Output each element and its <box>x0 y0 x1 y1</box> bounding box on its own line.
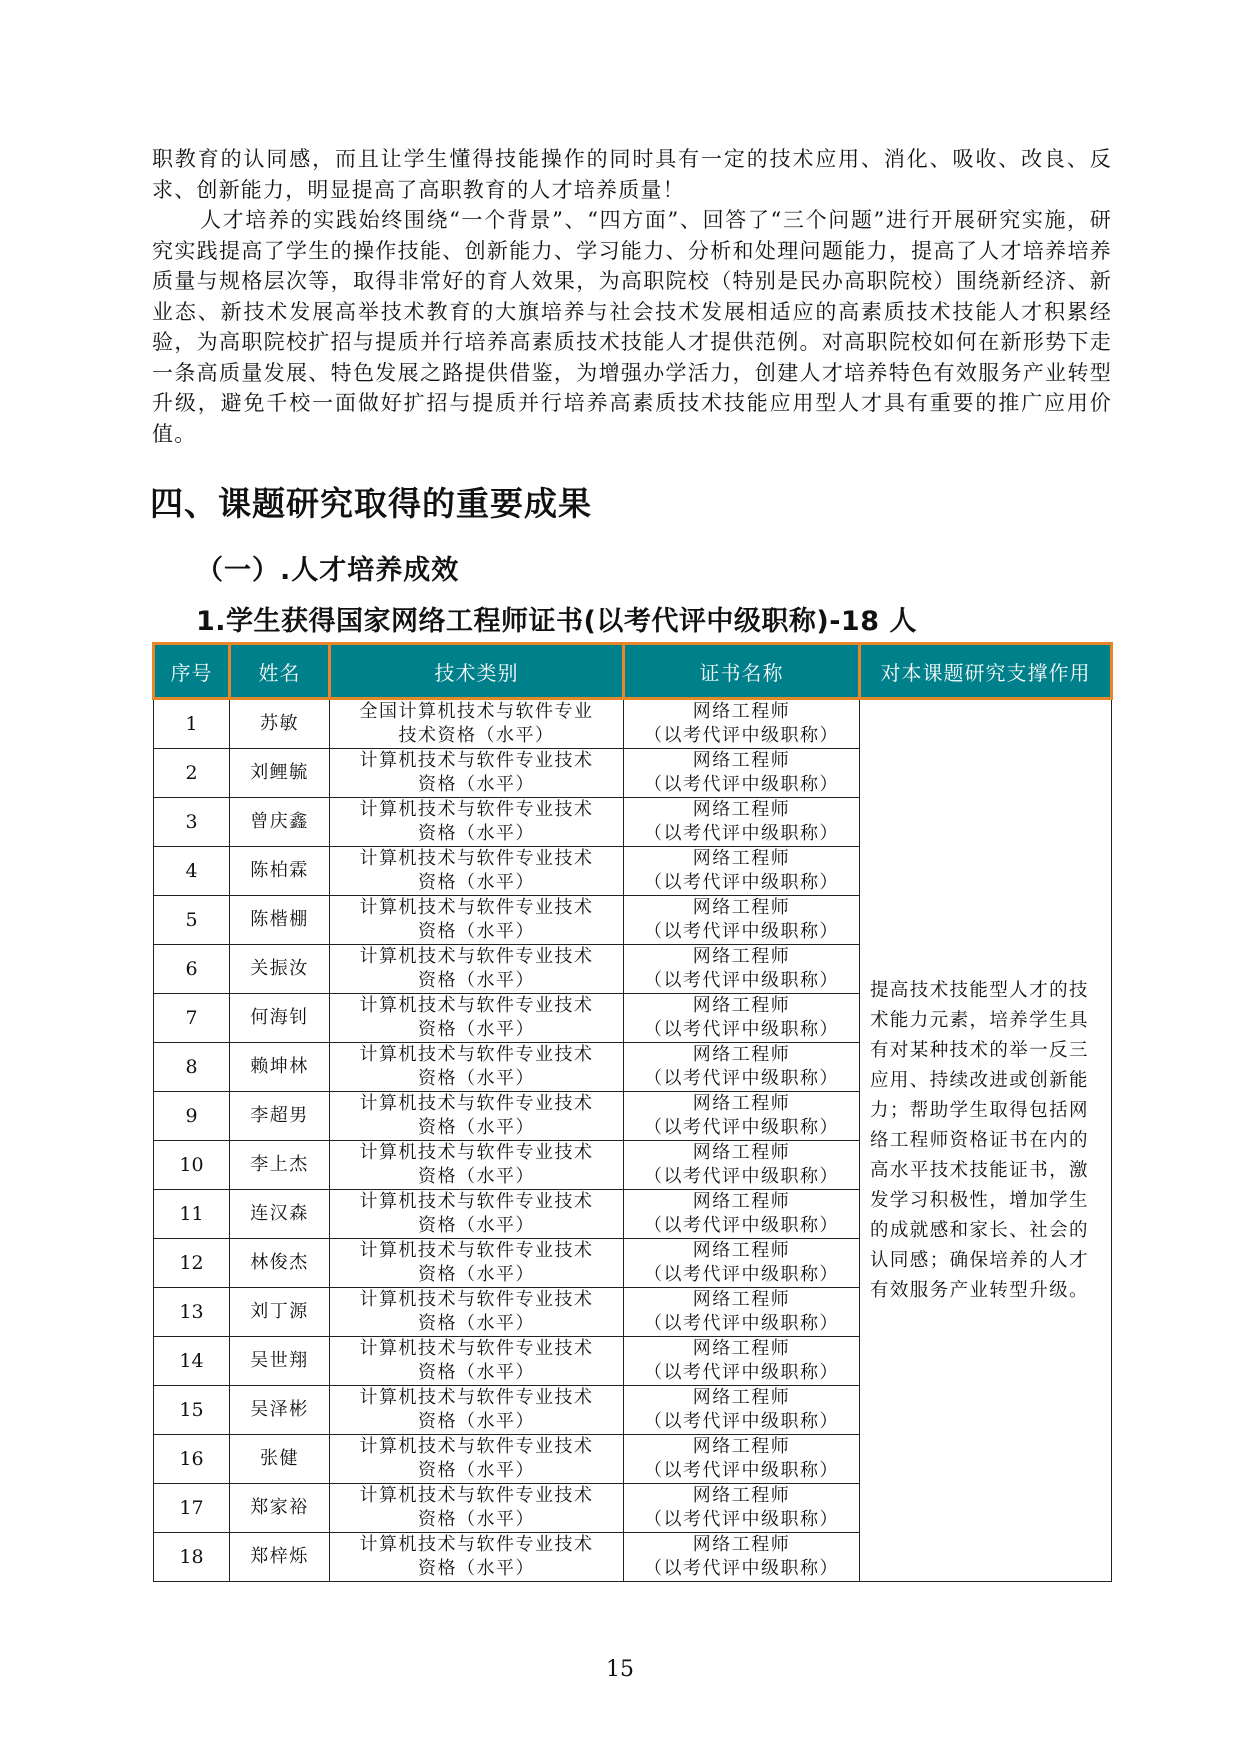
cell-cert <box>624 1190 860 1239</box>
cell-tech-line-1: 计算机技术与软件专业技术 <box>359 1534 594 1555</box>
cell-tech <box>330 1190 624 1239</box>
cell-cert <box>624 1043 860 1092</box>
cell-cert-line-1: 网络工程师 <box>692 1044 791 1065</box>
cell-cert-line-2: （以考代评中级职称） <box>644 872 839 893</box>
cell-name: 李上杰 <box>230 1141 330 1190</box>
cell-no: 1 <box>154 699 230 749</box>
cell-tech <box>330 798 624 847</box>
cell-name: 关振汝 <box>230 945 330 994</box>
cell-name: 苏敏 <box>230 699 330 749</box>
cell-tech-line-1: 计算机技术与软件专业技术 <box>359 1485 594 1506</box>
cell-cert-line-1: 网络工程师 <box>692 1436 791 1457</box>
cell-tech-line-2: 资格（水平） <box>418 1509 535 1530</box>
cell-cert-line-2: （以考代评中级职称） <box>644 1215 839 1236</box>
cell-tech <box>330 1484 624 1533</box>
body-paragraph-1: 职教育的认同感，而且让学生懂得技能操作的同时具有一定的技术应用、消化、吸收、改良、反求、创新能力，明显提高了高职教育的人才培养质量！ <box>152 147 1112 202</box>
cell-tech-line-1: 计算机技术与软件专业技术 <box>359 1338 594 1359</box>
cell-cert <box>624 699 860 749</box>
cell-no: 9 <box>154 1092 230 1141</box>
cell-name: 郑家裕 <box>230 1484 330 1533</box>
header-support: 对本课题研究支撑作用 <box>860 644 1112 699</box>
cell-tech-line-1: 计算机技术与软件专业技术 <box>359 1387 594 1408</box>
cell-cert-line-2: （以考代评中级职称） <box>644 1068 839 1089</box>
cell-tech-line-1: 计算机技术与软件专业技术 <box>359 750 594 771</box>
cell-name: 吴世翔 <box>230 1337 330 1386</box>
cell-cert-line-2: （以考代评中级职称） <box>644 970 839 991</box>
cell-tech-line-2: 资格（水平） <box>418 1411 535 1432</box>
cell-no: 15 <box>154 1386 230 1435</box>
cell-no: 8 <box>154 1043 230 1092</box>
cell-cert-line-1: 网络工程师 <box>692 848 791 869</box>
cell-tech-line-1: 计算机技术与软件专业技术 <box>359 1093 594 1114</box>
cell-tech <box>330 1386 624 1435</box>
header-tech: 技术类别 <box>330 644 624 699</box>
cell-name: 李超男 <box>230 1092 330 1141</box>
cell-no: 6 <box>154 945 230 994</box>
cell-name: 吴泽彬 <box>230 1386 330 1435</box>
cell-cert <box>624 1092 860 1141</box>
cell-tech-line-2: 资格（水平） <box>418 1019 535 1040</box>
cell-tech <box>330 945 624 994</box>
cell-cert-line-1: 网络工程师 <box>692 1191 791 1212</box>
cell-cert-line-1: 网络工程师 <box>692 1387 791 1408</box>
cell-tech-line-2: 资格（水平） <box>418 970 535 991</box>
cell-cert-line-1: 网络工程师 <box>692 799 791 820</box>
cell-tech <box>330 1239 624 1288</box>
cell-cert-line-1: 网络工程师 <box>692 1240 791 1261</box>
cell-cert-line-1: 网络工程师 <box>692 1289 791 1310</box>
header-name: 姓名 <box>230 644 330 699</box>
cell-tech-line-2: 资格（水平） <box>418 1362 535 1383</box>
cell-no: 2 <box>154 749 230 798</box>
cell-tech <box>330 749 624 798</box>
cell-cert-line-2: （以考代评中级职称） <box>644 1313 839 1334</box>
cell-cert-line-1: 网络工程师 <box>692 750 791 771</box>
cell-tech-line-2: 资格（水平） <box>418 1264 535 1285</box>
cell-name: 林俊杰 <box>230 1239 330 1288</box>
cell-no: 3 <box>154 798 230 847</box>
cell-no: 4 <box>154 847 230 896</box>
cell-tech-line-1: 计算机技术与软件专业技术 <box>359 848 594 869</box>
cell-cert-line-2: （以考代评中级职称） <box>644 1117 839 1138</box>
cell-tech-line-2: 资格（水平） <box>418 921 535 942</box>
cell-tech-line-1: 计算机技术与软件专业技术 <box>359 897 594 918</box>
cell-no: 12 <box>154 1239 230 1288</box>
cell-name: 张健 <box>230 1435 330 1484</box>
cell-cert-line-2: （以考代评中级职称） <box>644 921 839 942</box>
cell-tech <box>330 1092 624 1141</box>
cell-tech-line-2: 资格（水平） <box>418 1166 535 1187</box>
cell-cert <box>624 1239 860 1288</box>
cell-tech-line-2: 资格（水平） <box>418 823 535 844</box>
cell-cert-line-1: 网络工程师 <box>692 1142 791 1163</box>
cell-no: 5 <box>154 896 230 945</box>
cell-cert-line-2: （以考代评中级职称） <box>644 1558 839 1579</box>
cell-tech <box>330 1533 624 1582</box>
cell-tech-line-2: 资格（水平） <box>418 1558 535 1579</box>
cell-tech-line-1: 计算机技术与软件专业技术 <box>359 946 594 967</box>
page-number: 15 <box>606 1657 634 1682</box>
cell-tech-line-1: 计算机技术与软件专业技术 <box>359 1240 594 1261</box>
cell-no: 16 <box>154 1435 230 1484</box>
cell-cert <box>624 1533 860 1582</box>
cell-name: 刘鲤毓 <box>230 749 330 798</box>
cell-tech-line-1: 计算机技术与软件专业技术 <box>359 1044 594 1065</box>
cell-cert <box>624 1435 860 1484</box>
certificate-table <box>152 642 1113 1582</box>
cell-tech <box>330 1288 624 1337</box>
cell-cert-line-1: 网络工程师 <box>692 701 791 722</box>
cell-no: 18 <box>154 1533 230 1582</box>
cell-cert <box>624 847 860 896</box>
cell-cert-line-1: 网络工程师 <box>692 946 791 967</box>
cell-tech <box>330 994 624 1043</box>
cell-no: 10 <box>154 1141 230 1190</box>
cell-name: 曾庆鑫 <box>230 798 330 847</box>
cell-name: 刘丁源 <box>230 1288 330 1337</box>
section-heading: 四、课题研究取得的重要成果 <box>150 484 592 523</box>
cell-cert-line-1: 网络工程师 <box>692 1093 791 1114</box>
cell-cert <box>624 749 860 798</box>
table-caption: 1.学生获得国家网络工程师证书(以考代评中级职称)-18 人 <box>196 606 917 637</box>
cell-cert-line-2: （以考代评中级职称） <box>644 1166 839 1187</box>
cell-cert-line-2: （以考代评中级职称） <box>644 1411 839 1432</box>
cell-tech <box>330 896 624 945</box>
table-row <box>154 699 1112 749</box>
cell-cert <box>624 1288 860 1337</box>
cell-tech-line-2: 资格（水平） <box>418 1215 535 1236</box>
cell-cert-line-2: （以考代评中级职称） <box>644 1509 839 1530</box>
cell-tech-line-1: 全国计算机技术与软件专业 <box>359 701 594 722</box>
cell-tech-line-1: 计算机技术与软件专业技术 <box>359 1142 594 1163</box>
cell-tech <box>330 1043 624 1092</box>
cell-tech <box>330 1435 624 1484</box>
cell-cert <box>624 896 860 945</box>
cell-name: 郑梓烁 <box>230 1533 330 1582</box>
cell-tech <box>330 699 624 749</box>
cell-tech <box>330 847 624 896</box>
cell-cert-line-2: （以考代评中级职称） <box>644 774 839 795</box>
cell-cert-line-1: 网络工程师 <box>692 995 791 1016</box>
body-paragraph-2: 人才培养的实践始终围绕“一个背景”、“四方面”、回答了“三个问题”进行开展研究实施，研究实践提高了学生的操作技能、创新能力、学习能力、分析和处理问题能力，提高了人才培养培养质量与规格层次等，取得非常好的育人效果，为高职院校（特别是民办高职院校）围绕新经济、新业态、新技术发展高举技术教育的大旗培养与社会技术发展相适应的高素质技术技能人才积累经验，为高职院校扩招与提质并行培养高素质技术技能人才提供范例。对高职院校如何在新形势下走一条高质量发展、特色发展之路提供借鉴，为增强办学活力，创建人才培养特色有效服务产业转型升级，避免千校一面做好扩招与提质并行培养高素质技术技能应用型人才具有重要的推广应用价值。 <box>152 208 1112 446</box>
cell-cert <box>624 1141 860 1190</box>
cell-cert <box>624 1337 860 1386</box>
cell-tech-line-2: 资格（水平） <box>418 1117 535 1138</box>
cell-cert-line-2: （以考代评中级职称） <box>644 1264 839 1285</box>
cell-cert-line-2: （以考代评中级职称） <box>644 725 839 746</box>
cell-tech-line-1: 计算机技术与软件专业技术 <box>359 995 594 1016</box>
cell-tech <box>330 1141 624 1190</box>
cell-tech-line-2: 资格（水平） <box>418 1313 535 1334</box>
cell-cert <box>624 1484 860 1533</box>
cell-name: 陈楷棚 <box>230 896 330 945</box>
cell-tech-line-1: 计算机技术与软件专业技术 <box>359 1436 594 1457</box>
cell-cert-line-1: 网络工程师 <box>692 897 791 918</box>
cell-cert <box>624 1386 860 1435</box>
cell-no: 11 <box>154 1190 230 1239</box>
cell-no: 7 <box>154 994 230 1043</box>
cell-cert-line-1: 网络工程师 <box>692 1534 791 1555</box>
table-body <box>154 699 1112 1582</box>
cell-support: 提高技术技能型人才的技术能力元素，培养学生具有对某种技术的举一反三应用、持续改进或创新能力；帮助学生取得包括网络工程师资格证书在内的高水平技术技能证书，激发学习积极性，增加学生的成就感和家长、社会的认同感；确保培养的人才有效服务产业转型升级。 <box>860 699 1112 1582</box>
cell-tech-line-2: 资格（水平） <box>418 872 535 893</box>
table-header-row <box>154 644 1112 699</box>
cell-cert <box>624 994 860 1043</box>
cell-tech-line-2: 技术资格（水平） <box>398 725 555 746</box>
cell-cert-line-2: （以考代评中级职称） <box>644 1460 839 1481</box>
cell-tech-line-1: 计算机技术与软件专业技术 <box>359 1289 594 1310</box>
cell-cert-line-2: （以考代评中级职称） <box>644 823 839 844</box>
cell-no: 13 <box>154 1288 230 1337</box>
cell-tech-line-1: 计算机技术与软件专业技术 <box>359 799 594 820</box>
cell-no: 14 <box>154 1337 230 1386</box>
header-no: 序号 <box>154 644 230 699</box>
cell-cert-line-1: 网络工程师 <box>692 1338 791 1359</box>
cell-cert <box>624 945 860 994</box>
header-cert: 证书名称 <box>624 644 860 699</box>
cell-cert-line-2: （以考代评中级职称） <box>644 1362 839 1383</box>
cell-name: 赖坤林 <box>230 1043 330 1092</box>
cell-name: 何海钊 <box>230 994 330 1043</box>
cell-name: 陈柏霖 <box>230 847 330 896</box>
subsection-heading: （一）.人才培养成效 <box>196 555 460 586</box>
cell-cert-line-2: （以考代评中级职称） <box>644 1019 839 1040</box>
cell-name: 连汉森 <box>230 1190 330 1239</box>
cell-cert <box>624 798 860 847</box>
cell-tech <box>330 1337 624 1386</box>
cell-tech-line-1: 计算机技术与软件专业技术 <box>359 1191 594 1212</box>
cell-tech-line-2: 资格（水平） <box>418 1460 535 1481</box>
cell-tech-line-2: 资格（水平） <box>418 774 535 795</box>
cell-cert-line-1: 网络工程师 <box>692 1485 791 1506</box>
cell-no: 17 <box>154 1484 230 1533</box>
cell-tech-line-2: 资格（水平） <box>418 1068 535 1089</box>
